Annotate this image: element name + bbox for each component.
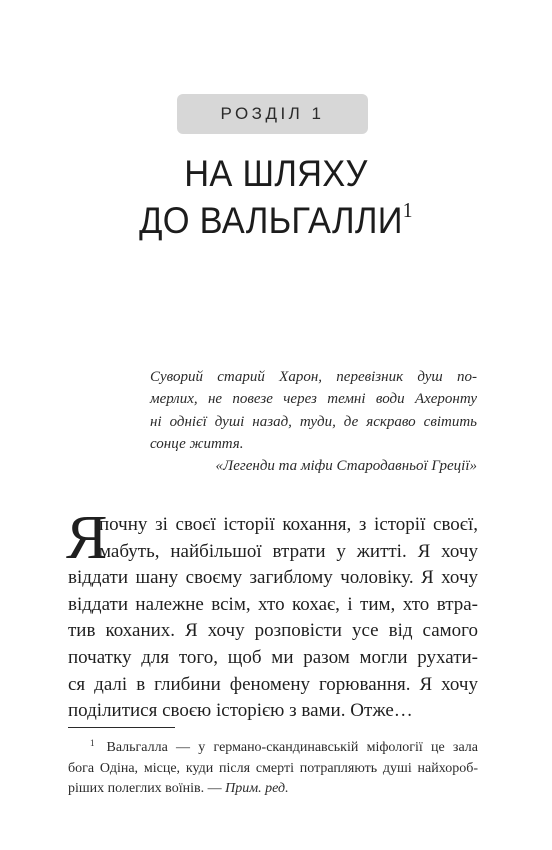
chapter-title-line-2-text: ДО ВАЛЬГАЛЛИ bbox=[139, 200, 403, 241]
chapter-label bbox=[177, 94, 368, 134]
chapter-label-text: РОЗДІЛ 1 bbox=[220, 104, 325, 123]
body-line: поділитися своєю історією з вами. Отже… bbox=[68, 700, 413, 722]
chapter-title-line-1: НА ШЛЯХУ bbox=[184, 153, 368, 194]
body-line: тив коханих. Я хочу розповісти усе від самого bbox=[68, 620, 478, 642]
body-line: почну зі своєї історії кохання, з історії своєї, bbox=[99, 514, 478, 535]
body-line: віддати шану своєму загиблому чоловіку. Я хочу bbox=[68, 567, 478, 589]
footnote-line-text: ріших полеглих воїнів. — bbox=[68, 781, 226, 796]
body-line: ся далі в глибини феномену горювання. Я хочу bbox=[68, 673, 478, 695]
epigraph-line: ні однієї душі назад, туди, де яскраво світить bbox=[150, 413, 477, 430]
footnote-line bbox=[68, 738, 478, 759]
body-line: початку для того, щоб ми разом могли рухати- bbox=[68, 646, 478, 668]
chapter-title bbox=[19, 150, 532, 244]
epigraph-line: мерлих, не повезе через темні води Ахеронту bbox=[150, 391, 477, 408]
body-line: віддати належне всім, хто кохає, і тим, хто втра- bbox=[68, 593, 478, 615]
epigraph-line: Суворий старий Харон, перевізник душ по- bbox=[150, 369, 477, 385]
body-paragraph bbox=[68, 512, 478, 725]
drop-cap: Я bbox=[66, 504, 108, 572]
epigraph-line: сонце життя. bbox=[150, 435, 244, 452]
title-footnote-ref[interactable]: 1 bbox=[402, 198, 413, 222]
footnote bbox=[68, 738, 478, 800]
epigraph bbox=[150, 366, 477, 477]
footnote-line: бога Одіна, місце, куди після смерті потрапляють душі найхороб- bbox=[68, 760, 478, 776]
editor-note: Прим. ред. bbox=[225, 781, 289, 796]
footnote-divider bbox=[68, 727, 175, 728]
footnote-line bbox=[68, 779, 478, 800]
body-line: мабуть, найбільшої втрати у житті. Я хочу bbox=[99, 540, 478, 562]
footnote-line-text: Вальгалла — у германо-скандинавській міфології це зала bbox=[106, 740, 478, 755]
footnote-mark: 1 bbox=[90, 738, 95, 748]
epigraph-source: «Легенди та міфи Стародавньої Греції» bbox=[215, 458, 477, 475]
chapter-title-line-2 bbox=[19, 197, 532, 244]
